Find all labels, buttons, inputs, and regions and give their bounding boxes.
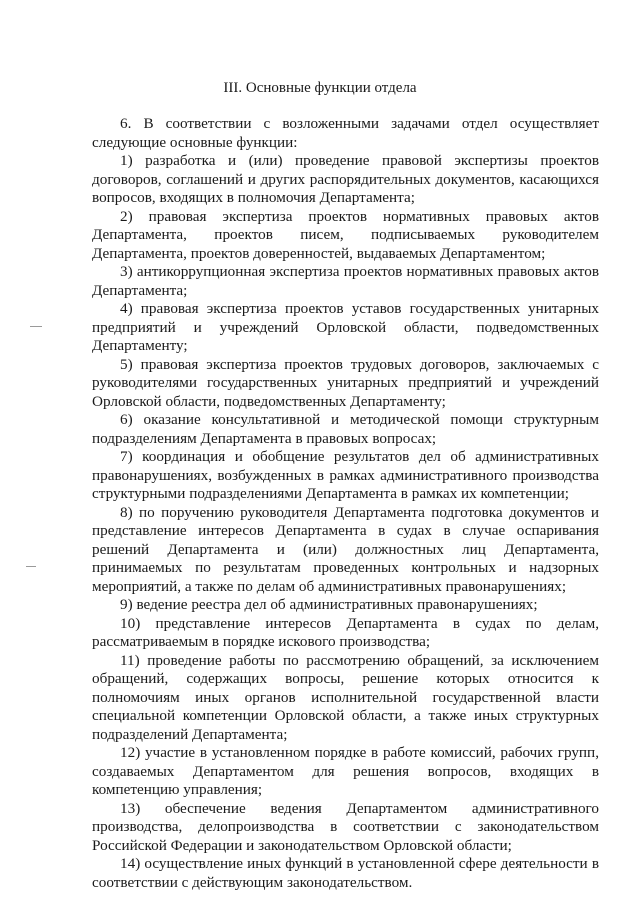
scan-artifact-mark <box>30 326 42 327</box>
function-item-8: 8) по поручению руководителя Департамента подготовка документов и представление интересов Департамента в судах в случае оспаривания решений Департамента и (или) должностных лиц Департамента, принимаемых по результатам проведенных контрольных и надзорных мероприятий, а также по делам об административных правонарушениях; <box>92 503 599 595</box>
function-item-10: 10) представление интересов Департамента в судах по делам, рассматриваемым в порядке искового производства; <box>92 614 599 650</box>
function-item-6: 6) оказание консультативной и методической помощи структурным подразделениям Департамента в правовых вопросах; <box>92 411 599 447</box>
function-item-4: 4) правовая экспертиза проектов уставов государственных унитарных предприятий и учреждений Орловской области, подведомственных Департаменту; <box>92 300 599 354</box>
function-item-11: 11) проведение работы по рассмотрению обращений, за исключением обращений, содержащих вопросы, решение которых относится к полномочиям иных органов исполнительной государственной власти специальной компетенции Орловской области, а также иных структурных подразделений Департамента; <box>92 651 599 743</box>
function-item-3: 3) антикоррупционная экспертиза проектов нормативных правовых актов Департамента; <box>92 263 599 299</box>
section-title: III. Основные функции отдела <box>223 80 417 96</box>
intro-paragraph: 6. В соответствии с возложенными задачами отдел осуществляет следующие основные функции: <box>92 115 599 151</box>
function-item-1: 1) разработка и (или) проведение правовой экспертизы проектов договоров, соглашений и других распорядительных документов, касающихся вопросов, входящих в полномочия Департамента; <box>92 152 599 206</box>
function-item-5: 5) правовая экспертиза проектов трудовых договоров, заключаемых с руководителями государственных унитарных предприятий и учреждений Орловской области, подведомственных Департаменту; <box>92 355 599 410</box>
function-item-13: 13) обеспечение ведения Департаментом административного производства, делопроизводства в соответствии с законодательством Российской Федерации и законодательством Орловской области; <box>92 799 599 854</box>
function-item-2: 2) правовая экспертиза проектов нормативных правовых актов Департамента, проектов писем, подписываемых руководителем Департамента, проектов доверенностей, выдаваемых Департаментом; <box>92 207 599 262</box>
function-item-7: 7) координация и обобщение результатов дел об административных правонарушениях, возбужденных в рамках административного производства структурными подразделениями Департамента в рамках их компетенции; <box>92 448 599 502</box>
functions-body <box>92 115 599 892</box>
function-item-12: 12) участие в установленном порядке в работе комиссий, рабочих групп, создаваемых Департаментом для решения вопросов, входящих в компетенцию управления; <box>92 744 599 798</box>
function-item-9: 9) ведение реестра дел об административных правонарушениях; <box>120 596 538 613</box>
function-item-14: 14) осуществление иных функций в установленной сфере деятельности в соответствии с действующим законодательством. <box>92 855 599 891</box>
scan-artifact-mark <box>26 566 36 567</box>
